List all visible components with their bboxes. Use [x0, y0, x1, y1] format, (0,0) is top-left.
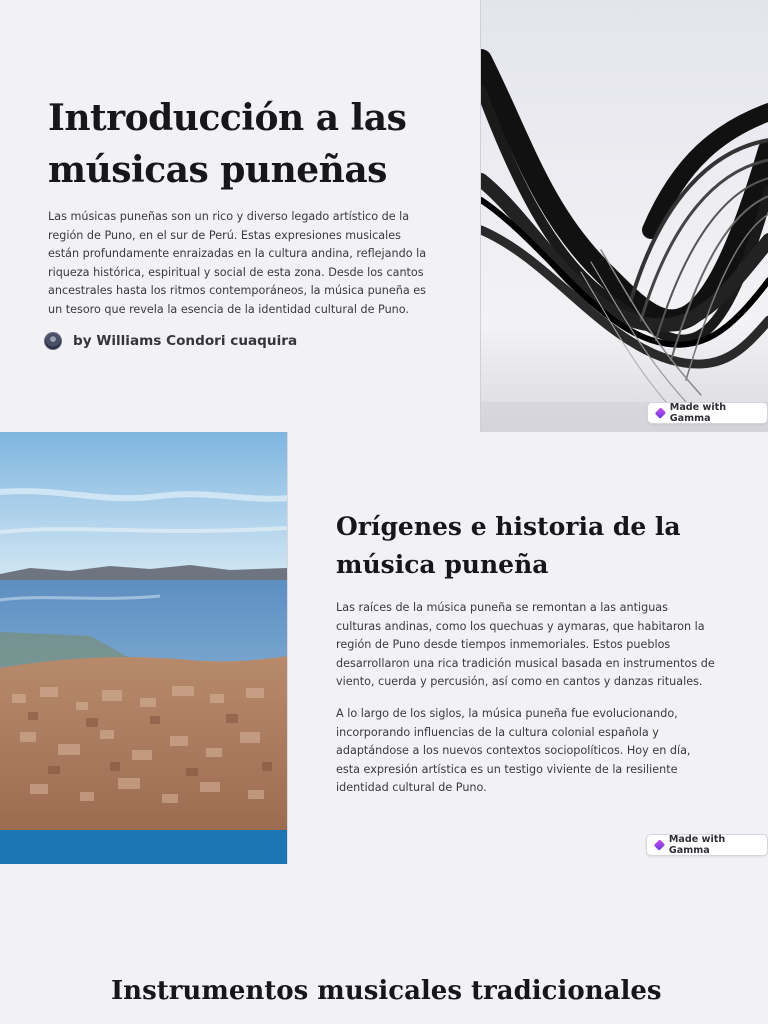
made-with-gamma-badge[interactable] — [647, 402, 768, 424]
gamma-logo-icon — [654, 839, 665, 850]
paragraph-evolution: A lo largo de los siglos, la música puneña fue evolucionando, incorporando influencias de la cultura colonial española y adaptándose a los nuevos contextos sociopolíticos. Hoy en día, esta expresión artística es un testigo viviente de la resiliente identidad cultural de Puno. — [336, 707, 691, 795]
slide-title: Instrumentos musicales tradicionales — [111, 976, 662, 1006]
author-byline — [44, 328, 297, 354]
lake-city-illustration — [0, 432, 288, 864]
slide-origins — [0, 432, 768, 864]
puno-city-photo — [0, 432, 288, 864]
wave-illustration — [481, 0, 768, 432]
gamma-logo-icon — [655, 407, 666, 418]
author-name: by Williams Condori cuaquira — [73, 333, 298, 349]
made-with-gamma-badge[interactable] — [646, 834, 768, 856]
badge-label: Made with Gamma — [668, 834, 726, 856]
slide-body-text: Las músicas puneñas son un rico y diverso legado artístico de la región de Puno, en el sur de Perú. Estas expresiones musicales están profundamente enraizadas en la cultura andina, reflejando la riqueza histórica, espiritual y social de esta zona. Desde los cantos ancestrales hasta los ritmos contemporáneos, la música puneña es un tesoro que revela la esencia de la identidad cultural de Puno. — [48, 210, 427, 316]
slide-intro — [0, 0, 768, 432]
paragraph-origins: Las raíces de la música puneña se remontan a las antiguas culturas andinas, como los quechuas y aymaras, que habitaron la región de Puno desde tiempos inmemoriales. Estos pueblos desarrollaron una rica tradición musical basada en instrumentos de viento, cuerda y percusión, así como en cantos y danzas rituales. — [336, 601, 715, 689]
abstract-wave-image — [480, 0, 768, 432]
avatar[interactable] — [44, 332, 62, 350]
slide-title: Introducción a las músicas puneñas — [48, 97, 407, 191]
badge-label: Made with Gamma — [669, 402, 727, 424]
slide-title: Orígenes e historia de la música puneña — [336, 512, 681, 579]
slide-instruments — [0, 864, 768, 1024]
